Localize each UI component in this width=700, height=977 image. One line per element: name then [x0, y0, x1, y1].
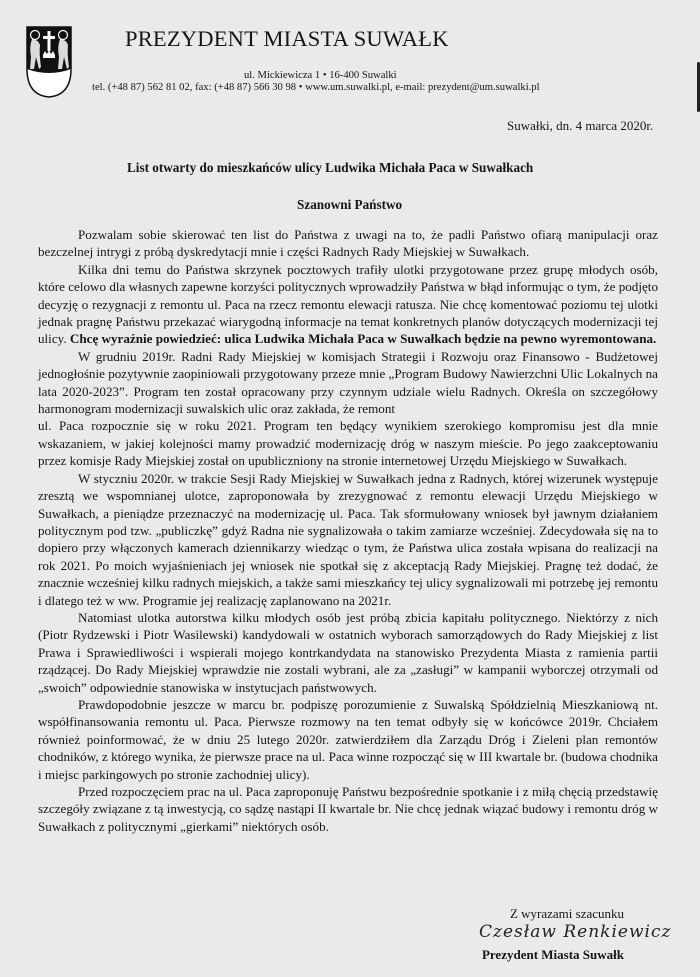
letter-subject: List otwarty do mieszkańców ulicy Ludwika Michała Paca w Suwałkach	[127, 160, 534, 175]
letterhead-address: ul. Mickiewicza 1 • 16-400 Suwalki	[244, 70, 397, 81]
emphasis-statement: Chcę wyraźnie powiedzieć: ulica Ludwika Michała Paca w Suwałkach będzie na pewno wyremontowana.	[69, 331, 657, 347]
paragraph: Przed rozpoczęciem prac na ul. Paca zaproponuję Państwu bezpośrednie spotkanie i z miłą chęcią przedstawię szczegóły związane z tą inwestycją, co sądzę nastąpi II kwartale br. Nie chcę jednak wiązać budowy i remontu dróg w Suwałkach z politycznymi „gierkami” niektórych osób.	[38, 784, 658, 834]
letterhead-title: PREZYDENT MIASTA SUWAŁK	[125, 26, 449, 51]
paragraph: Kilka dni temu do Państwa skrzynek pocztowych trafiły ulotki przygotowane przez grupę młodych osób, które celowo dla własnych zapewne korzyści politycznych wprowadziły Państwa w błąd informując o tym, że podjęto decyzję o rezygnacji z remontu ul. Paca na rzecz remontu elewacji ratusza. Nie chcę komentować poziomu tej ulotki jednak pragnę Państwu przekazać wiarygodną informacje na temat konkretnych planów dotyczących modernizacji tej ulicy. Chcę wyraźnie powiedzieć: ulica Ludwika Michała Paca w Suwałkach będzie na pewno wyremontowana.	[38, 261, 658, 347]
handwritten-signature: Czesław Renkiewicz	[479, 922, 672, 942]
letter-salutation: Szanowni Państwo	[297, 197, 403, 212]
letterhead-contact: tel. (+48 87) 562 81 02, fax: (+48 87) 566 30 98 • www.um.suwalki.pl, e-mail: prezydent@um.suwalki.pl	[92, 82, 540, 93]
letter-body	[38, 226, 658, 835]
letter-date: Suwałki, dn. 4 marca 2020r.	[507, 118, 654, 133]
paragraph: W grudniu 2019r. Radni Rady Miejskiej w komisjach Strategii i Rozwoju oraz Finansowo - Budżetowej jednogłośnie pozytywnie zaopiniowali przygotowany przeze mnie „Program Budowy Nawierzchni Ulic Lokalnych na lata 2020-2023”. Program ten został opracowany przy czynnym udziale wielu Radnych. Określa on szczegółowy harmonogram modernizacji suwalskich ulic oraz zakłada, że remont	[38, 348, 658, 417]
paragraph: Natomiast ulotka autorstwa kilku młodych osób jest próbą zbicia kapitału politycznego. Niektórzy z nich (Piotr Rydzewski i Piotr Wasilewski) kandydowali w ostatnich wyborach samorządowych do Rady Miejskiej z list Prawa i Sprawiedliwości i wspierali mojego kontrkandydata na stanowisko Prezydenta Miasta z ramienia partii rządzącej. Do Rady Miejskiej wprawdzie nie zostali wybrani, ale za „zasługi” w kampanii wyborczej otrzymali od „swoich” odpowiednie stanowiska w instytucjach państwowych.	[38, 609, 658, 695]
city-coat-of-arms-icon	[25, 25, 73, 99]
paragraph: Pozwalam sobie skierować ten list do Państwa z uwagi na to, że padli Państwo ofiarą manipulacji oraz bezczelnej intrygi z próbą dyskredytacji mnie i części Radnych Rady Miejskiej w Suwałkach.	[38, 227, 658, 260]
paragraph: Prawdopodobnie jeszcze w marcu br. podpiszę porozumienie z Suwalską Spółdzielnią Mieszkaniową nt. współfinansowania remontu ul. Paca. Pierwsze rozmowy na ten temat odbyły się w końcówce 2019r. Chciałem również poinformować, że w dniu 25 lutego 2020r. zatwierdziłem dla Zarządu Dróg i Zieleni plan remontów chodników, z którego wynika, że pierwsze prace na ul. Paca winne rozpocząć się w III kwartale br. (budowa chodnika i miejsc parkingowych po stronie zachodniej ulicy).	[38, 696, 658, 782]
paragraph: W styczniu 2020r. w trakcie Sesji Rady Miejskiej w Suwałkach jedna z Radnych, której wizerunek występuje zresztą we wspomnianej ulotce, zaproponowała by zrezygnować z remontu elewacji Urzędu Miejskiego w Suwałkach, a pieniądze przeznaczyć na modernizację ul. Paca. Tak sformułowany wniosek był jawnym działaniem politycznym pod tzw. „publiczkę” gdyż Radna nie sygnalizowała o takim zamiarze wcześniej. Zdecydowała się na to dopiero przy włączonych kamerach dziennikarzy wiedząc o tym, że Państwa ulica została wpisana do realizacji na rok 2021. Po moich wyjaśnieniach jej wniosek nie spotkał się z akceptacją Rady Miejskiej. Pragnę też dodać, że znacznie wcześniej kilku radnych miejskich, a także sami mieszkańcy tej ulicy sygnalizowali mi potrzebę jej remontu i dlatego też w ww. Programie jej realizację zaplanowano na 2021r.	[38, 470, 658, 608]
signatory-title: Prezydent Miasta Suwałk	[481, 947, 624, 962]
closing-regards: Z wyrazami szacunku	[509, 906, 624, 921]
paragraph: ul. Paca rozpocznie się w roku 2021. Program ten będący wynikiem szerokiego kompromisu jest dla mnie wskazaniem, w jakiej kolejności mamy prowadzić modernizację dróg w naszym mieście. Po jego zaakceptowaniu przez komisje Rady Miejskiej został on upubliczniony na stronie internetowej Urzędu Miejskiego w Suwałkach.	[38, 418, 658, 469]
